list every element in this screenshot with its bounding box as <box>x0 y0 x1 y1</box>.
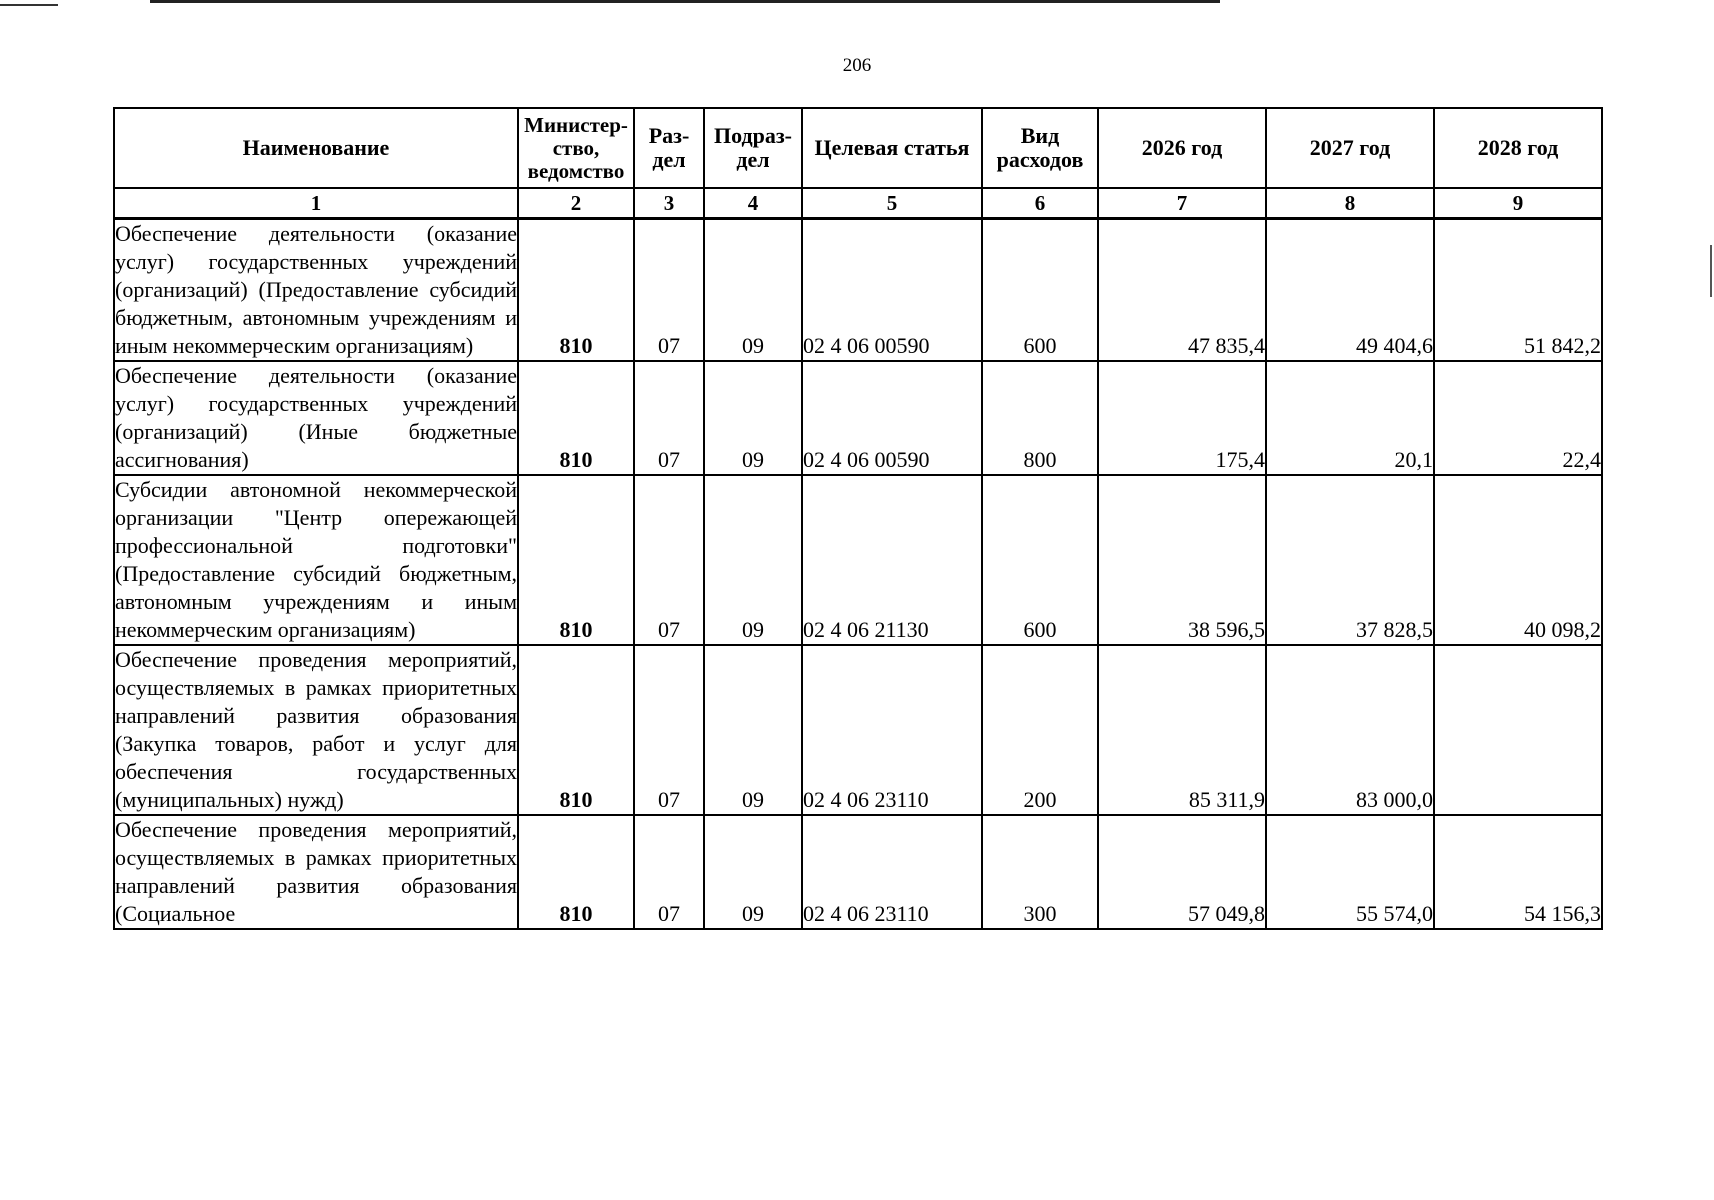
row-ministry: 810 <box>518 361 634 475</box>
row-name: Обеспечение деятельности (оказание услуг) государственных учреждений (организаций) (Предоставление субсидий бюджетным, автономным учреждениям и иным некоммерческим организациям) <box>114 219 518 362</box>
column-number: 1 <box>114 188 518 219</box>
row-amount-2026: 38 596,5 <box>1098 475 1266 645</box>
row-section: 07 <box>634 645 704 815</box>
column-number: 2 <box>518 188 634 219</box>
row-subsection: 09 <box>704 475 802 645</box>
row-amount-2026: 47 835,4 <box>1098 219 1266 362</box>
column-number: 9 <box>1434 188 1602 219</box>
row-ministry: 810 <box>518 219 634 362</box>
row-amount-2027: 83 000,0 <box>1266 645 1434 815</box>
row-amount-2028: 54 156,3 <box>1434 815 1602 929</box>
row-name: Обеспечение проведения мероприятий, осуществляемых в рамках приоритетных направлений развития образования (Социальное <box>114 815 518 929</box>
row-target: 02 4 06 21130 <box>802 475 982 645</box>
row-section: 07 <box>634 219 704 362</box>
row-amount-2028: 51 842,2 <box>1434 219 1602 362</box>
header-section: Раз-дел <box>634 108 704 188</box>
column-number: 6 <box>982 188 1098 219</box>
row-section: 07 <box>634 475 704 645</box>
row-target: 02 4 06 23110 <box>802 815 982 929</box>
row-section: 07 <box>634 361 704 475</box>
row-expense-type: 300 <box>982 815 1098 929</box>
row-amount-2028: 22,4 <box>1434 361 1602 475</box>
header-year-2028: 2028 год <box>1434 108 1602 188</box>
header-expense-type: Вид расходов <box>982 108 1098 188</box>
column-number: 8 <box>1266 188 1434 219</box>
row-expense-type: 600 <box>982 475 1098 645</box>
row-amount-2028: 40 098,2 <box>1434 475 1602 645</box>
row-amount-2026: 57 049,8 <box>1098 815 1266 929</box>
header-year-2027: 2027 год <box>1266 108 1434 188</box>
row-amount-2028 <box>1434 645 1602 815</box>
column-number: 3 <box>634 188 704 219</box>
scan-edge-line-top <box>150 0 1220 3</box>
row-subsection: 09 <box>704 361 802 475</box>
row-ministry: 810 <box>518 475 634 645</box>
scan-edge-line-left <box>0 4 58 6</box>
row-expense-type: 200 <box>982 645 1098 815</box>
row-amount-2026: 175,4 <box>1098 361 1266 475</box>
row-subsection: 09 <box>704 219 802 362</box>
column-number: 7 <box>1098 188 1266 219</box>
row-amount-2027: 20,1 <box>1266 361 1434 475</box>
header-name: Наименование <box>114 108 518 188</box>
row-amount-2026: 85 311,9 <box>1098 645 1266 815</box>
row-target: 02 4 06 00590 <box>802 361 982 475</box>
row-name: Субсидии автономной некоммерческой организации "Центр опережающей профессиональной подготовки" (Предоставление субсидий бюджетным, автономным учреждениям и иным некоммерческим организациям) <box>114 475 518 645</box>
row-subsection: 09 <box>704 645 802 815</box>
column-number: 4 <box>704 188 802 219</box>
row-name: Обеспечение проведения мероприятий, осуществляемых в рамках приоритетных направлений развития образования (Закупка товаров, работ и услуг для обеспечения государственных (муниципальных) нужд) <box>114 645 518 815</box>
column-number-row <box>114 188 1602 219</box>
scan-edge-mark-right <box>1710 245 1712 297</box>
column-number: 5 <box>802 188 982 219</box>
header-ministry: Министер-ство, ведомство <box>518 108 634 188</box>
row-amount-2027: 49 404,6 <box>1266 219 1434 362</box>
budget-table <box>113 107 1603 930</box>
table-row <box>114 219 1602 362</box>
row-target: 02 4 06 23110 <box>802 645 982 815</box>
row-amount-2027: 55 574,0 <box>1266 815 1434 929</box>
header-target: Целевая статья <box>802 108 982 188</box>
table-row <box>114 815 1602 929</box>
row-section: 07 <box>634 815 704 929</box>
row-ministry: 810 <box>518 815 634 929</box>
row-name: Обеспечение деятельности (оказание услуг) государственных учреждений (организаций) (Иные бюджетные ассигнования) <box>114 361 518 475</box>
header-row <box>114 108 1602 188</box>
row-amount-2027: 37 828,5 <box>1266 475 1434 645</box>
row-expense-type: 800 <box>982 361 1098 475</box>
table-row <box>114 361 1602 475</box>
row-subsection: 09 <box>704 815 802 929</box>
row-expense-type: 600 <box>982 219 1098 362</box>
table-row <box>114 645 1602 815</box>
header-year-2026: 2026 год <box>1098 108 1266 188</box>
table-row <box>114 475 1602 645</box>
row-target: 02 4 06 00590 <box>802 219 982 362</box>
page-number: 206 <box>842 55 872 76</box>
row-ministry: 810 <box>518 645 634 815</box>
header-subsection: Подраз-дел <box>704 108 802 188</box>
